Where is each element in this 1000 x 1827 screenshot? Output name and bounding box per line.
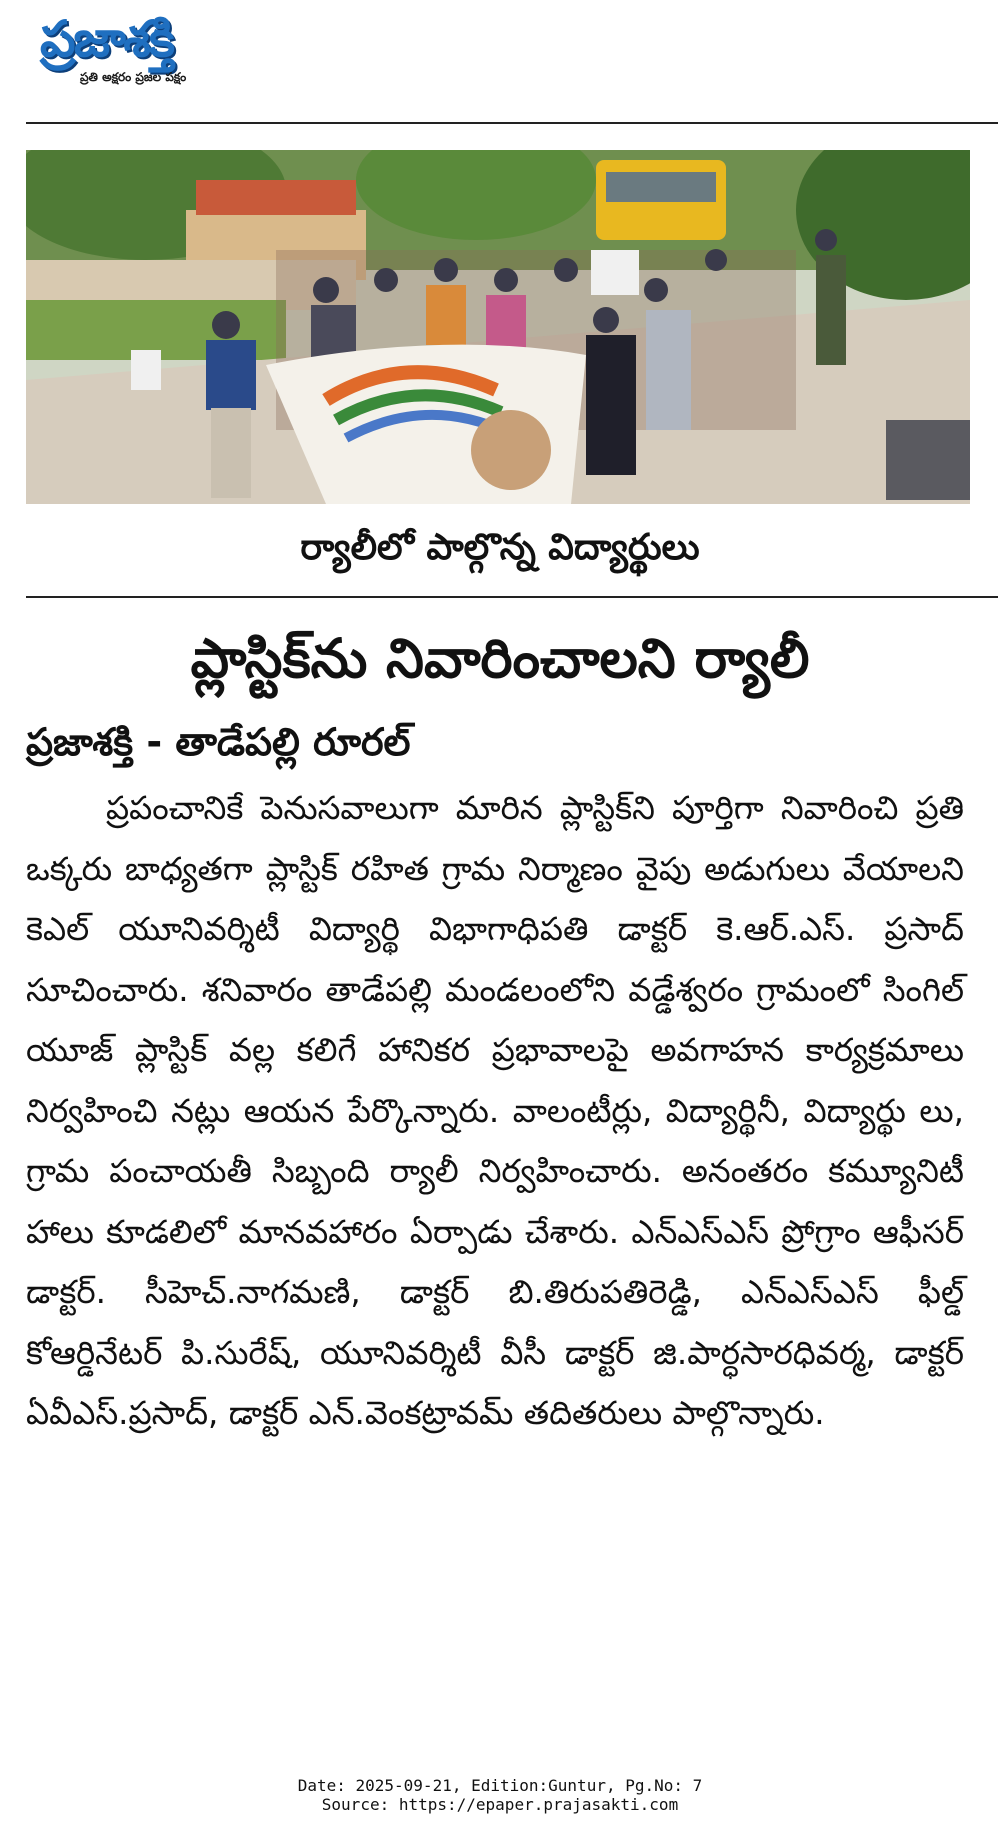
rally-photo: [26, 150, 970, 504]
article-dateline: ప్రజాశక్తి - తాడేపల్లి రూరల్: [26, 720, 411, 764]
top-divider: [26, 122, 998, 124]
caption-divider: [26, 596, 998, 598]
logo-tagline: ప్రతి అక్షరం ప్రజల పక్షం: [80, 70, 187, 84]
masthead-logo: [40, 8, 290, 88]
footer-source: Source: https://epaper.prajasakti.com: [321, 1795, 679, 1814]
article-headline: ప్లాస్టిక్‌ను నివారించాలని ర్యాలీ: [190, 627, 810, 690]
page-footer: [0, 1776, 1000, 1814]
photo-caption: ర్యాలీలో పాల్గొన్న విద్యార్థులు: [300, 527, 700, 568]
article-body: ప్రపంచానికే పెనుసవాలుగా మారిన ప్లాస్టిక్‌ని పూర్తిగా నివారించి ప్రతి ఒక్కరు బాధ్యతగా ప్లాస్టిక్ రహిత గ్రామ నిర్మాణం వైపు అడుగులు వేయాలని కెఎల్ యూనివర్శిటీ విద్యార్థి విభాగాధిపతి డాక్టర్ కె.ఆర్.ఎస్. ప్రసాద్ సూచించారు. శనివారం తాడేపల్లి మండలంలోని వడ్డేశ్వరం గ్రామంలో సింగిల్ యూజ్ ప్లాస్టిక్ వల్ల కలిగే హానికర ప్రభావాలపై అవగాహన కార్యక్రమాలు నిర్వహించి నట్లు ఆయన పేర్కొన్నారు. వాలంటీర్లు, విద్యార్థినీ, విద్యార్థు లు, గ్రామ పంచాయతీ సిబ్బంది ర్యాలీ నిర్వహించారు. అనంతరం కమ్యూనిటీ హాలు కూడలిలో మానవహారం ఏర్పాడు చేశారు. ఎన్ఎస్ఎస్ ప్రోగ్రాం ఆఫీసర్ డాక్టర్. సీహెచ్.నాగమణి, డాక్టర్ బి.తిరుపతిరెడ్డి, ఎన్ఎస్ఎస్ ఫీల్డ్ కోఆర్డినేటర్ పి.సురేష్, యూనివర్శిటీ వీసీ డాక్టర్ జి.పార్ధసారధివర్మ, డాక్టర్ ఏవీఎస్.ప్రసాద్, డాక్టర్ ఎన్.వెంకట్రావమ్ తదితరులు పాల్గొన్నారు.: [26, 789, 964, 1432]
logo-wordmark: ప్రజాశక్తి: [40, 10, 173, 68]
footer-date-edition: Date: 2025-09-21, Edition:Guntur, Pg.No: 7: [297, 1776, 703, 1795]
